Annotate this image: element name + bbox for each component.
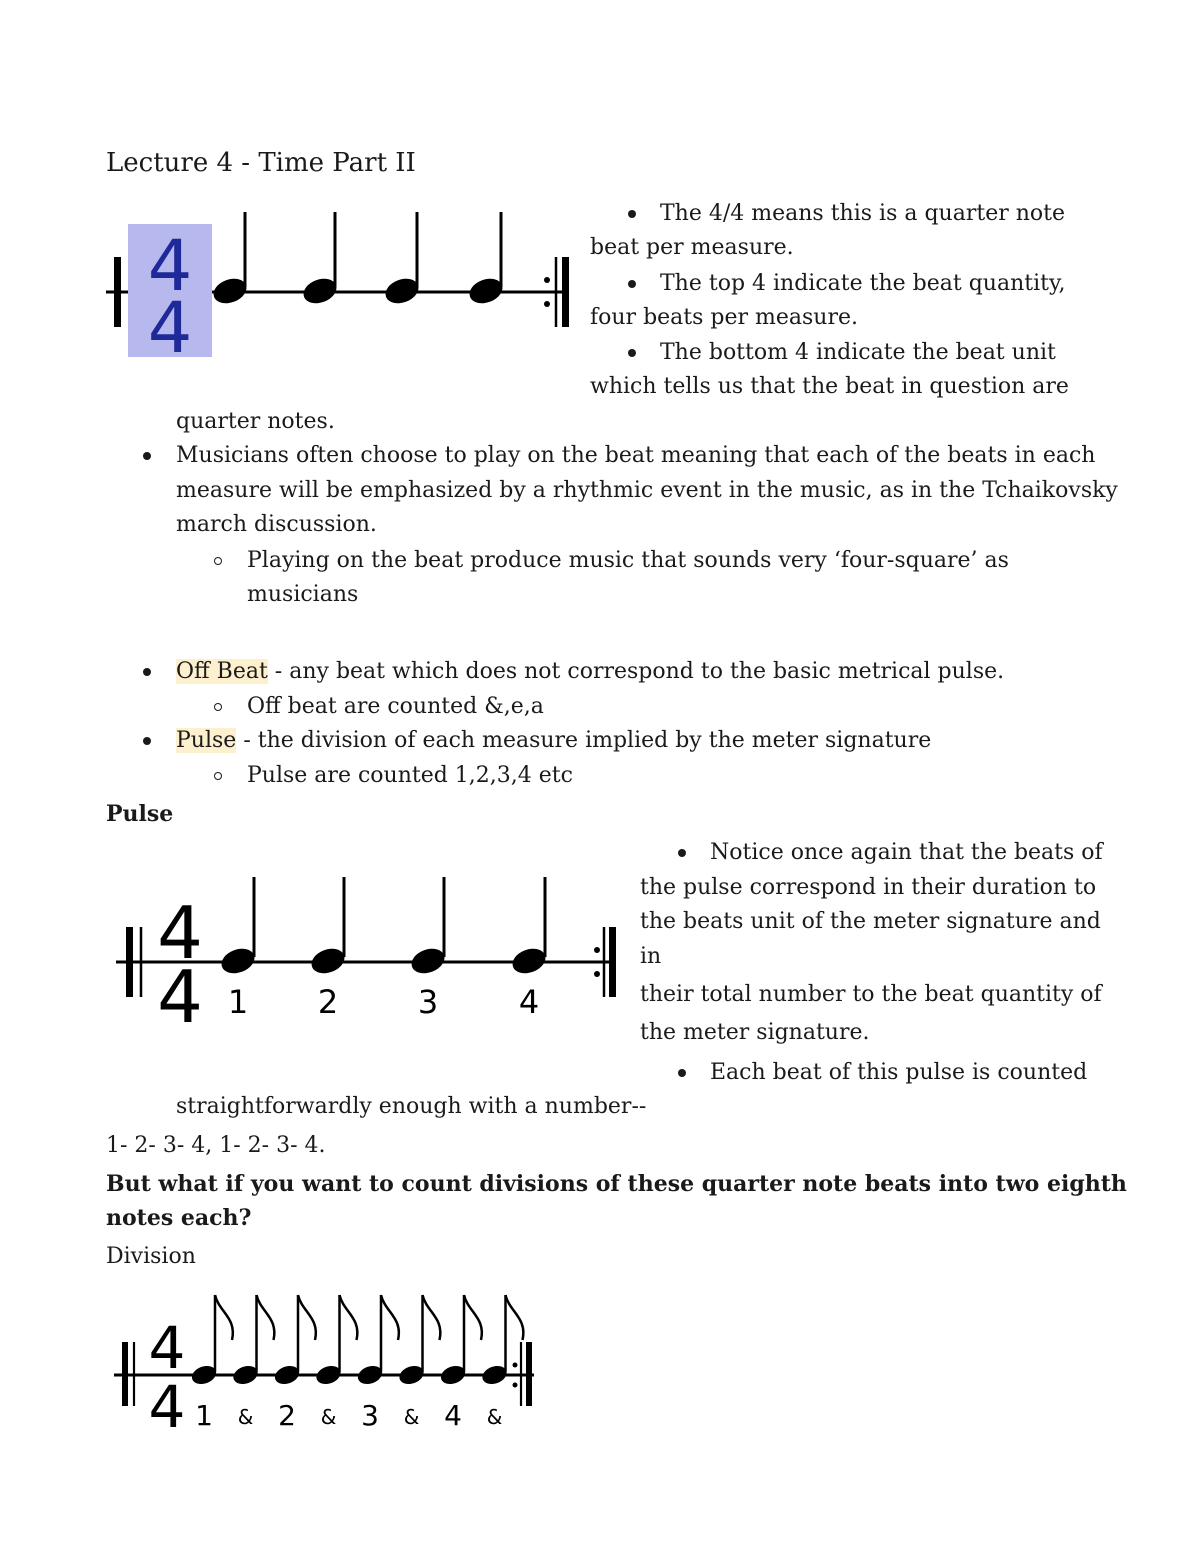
sub-bullet-text: Off beat are counted &,e,a <box>247 694 544 719</box>
sub-bullet-icon <box>214 772 222 780</box>
sub-bullet-icon <box>214 557 222 565</box>
sub-bullet-text: Playing on the beat produce music that sounds very ‘four-square’ as <box>247 548 1009 573</box>
time-signature-bottom: 4 <box>147 287 193 369</box>
bullet-icon <box>143 737 151 745</box>
bullet-text: The top 4 indicate the beat quantity, <box>660 271 1066 296</box>
eighth-note <box>314 1295 358 1387</box>
bullet-text: straightforwardly enough with a number-- <box>176 1094 647 1119</box>
bullet-icon <box>628 280 636 288</box>
division-count-label: 2 <box>278 1399 296 1432</box>
quarter-note-4 <box>466 212 506 308</box>
page-title: Lecture 4 - Time Part II <box>106 148 416 178</box>
eighth-note <box>397 1295 441 1387</box>
sub-bullet-icon <box>214 703 222 711</box>
off-beat-term: Off Beat <box>176 659 268 684</box>
division-count-labels <box>195 1399 502 1432</box>
eighth-notes <box>189 1295 523 1387</box>
time-signature-bottom: 4 <box>157 955 203 1039</box>
sub-bullet-text: Pulse are counted 1,2,3,4 etc <box>247 763 573 788</box>
bullet-text: the beats unit of the meter signature and <box>640 909 1101 934</box>
bullet-text: in <box>640 944 662 969</box>
division-count-label: 1 <box>195 1399 213 1432</box>
bullet-text: the meter signature. <box>640 1020 870 1045</box>
eighth-note <box>272 1295 316 1387</box>
staff-quarter-notes <box>100 200 580 370</box>
time-signature-top: 4 <box>157 891 203 975</box>
quarter-note-2 <box>308 877 348 978</box>
off-beat-definition <box>176 655 1004 689</box>
pulse-definition <box>176 724 931 758</box>
division-count-label: & <box>320 1405 337 1429</box>
eighth-note <box>231 1295 275 1387</box>
bullet-icon <box>678 849 686 857</box>
question-line: But what if you want to count divisions of these quarter note beats into two eighth <box>106 1171 1127 1197</box>
bullet-text: the pulse correspond in their duration to <box>640 875 1097 900</box>
double-barline-start <box>126 927 133 997</box>
quarter-note-3 <box>382 212 422 308</box>
definition-text: - any beat which does not correspond to the basic metrical pulse. <box>267 659 1005 684</box>
sub-bullet-text: musicians <box>247 582 359 607</box>
quarter-note-3 <box>408 877 448 978</box>
eighth-note <box>189 1295 233 1387</box>
bullet-icon <box>678 1069 686 1077</box>
bullet-text: their total number to the beat quantity of <box>640 982 1102 1007</box>
count-line: 1- 2- 3- 4, 1- 2- 3- 4. <box>106 1133 326 1158</box>
division-count-label: & <box>403 1405 420 1429</box>
quarter-note-2 <box>300 212 340 308</box>
double-barline-start <box>114 257 121 327</box>
bullet-text: The 4/4 means this is a quarter note <box>660 201 1065 226</box>
bullet-text: which tells us that the beat in question are <box>590 374 1069 399</box>
section-heading-pulse: Pulse <box>106 801 174 827</box>
count-label: 2 <box>317 983 339 1021</box>
double-barline-start <box>122 1342 128 1406</box>
division-count-label: 4 <box>444 1399 462 1432</box>
definition-text: - the division of each measure implied by the meter signature <box>236 728 932 753</box>
bullet-text: Musicians often choose to play on the beat meaning that each of the beats in each <box>176 443 1096 468</box>
staff-pulse <box>110 870 620 1040</box>
time-signature-top: 4 <box>148 1314 186 1382</box>
bullet-text: Each beat of this pulse is counted <box>710 1060 1088 1085</box>
bullet-text: The bottom 4 indicate the beat unit <box>660 340 1056 365</box>
bullet-text: Notice once again that the beats of <box>710 840 1103 865</box>
time-signature-bottom: 4 <box>148 1373 186 1441</box>
eighth-note <box>480 1295 524 1387</box>
staff-division <box>110 1290 540 1441</box>
bullet-text: quarter notes. <box>176 409 335 434</box>
bullet-icon <box>143 668 151 676</box>
count-label: 1 <box>227 983 249 1021</box>
count-label: 3 <box>417 983 439 1021</box>
division-count-label: & <box>486 1405 503 1429</box>
bullet-icon <box>628 349 636 357</box>
time-signature-top: 4 <box>147 225 193 307</box>
bullet-text: four beats per measure. <box>590 305 859 330</box>
eighth-note <box>438 1295 482 1387</box>
section-heading-division: Division <box>106 1244 196 1269</box>
count-label: 4 <box>518 983 540 1021</box>
quarter-note-4 <box>509 877 549 978</box>
quarter-note-1 <box>218 877 258 978</box>
bullet-icon <box>143 452 151 460</box>
bullet-text: measure will be emphasized by a rhythmic event in the music, as in the Tchaikovsky <box>176 478 1118 503</box>
bullet-text: beat per measure. <box>590 235 794 260</box>
bullet-icon <box>628 210 636 218</box>
division-count-label: & <box>237 1405 254 1429</box>
pulse-term: Pulse <box>176 728 237 753</box>
question-line: notes each? <box>106 1205 252 1231</box>
quarter-note-1 <box>210 212 250 308</box>
bullet-text: march discussion. <box>176 512 377 537</box>
eighth-note <box>355 1295 399 1387</box>
division-count-label: 3 <box>361 1399 379 1432</box>
